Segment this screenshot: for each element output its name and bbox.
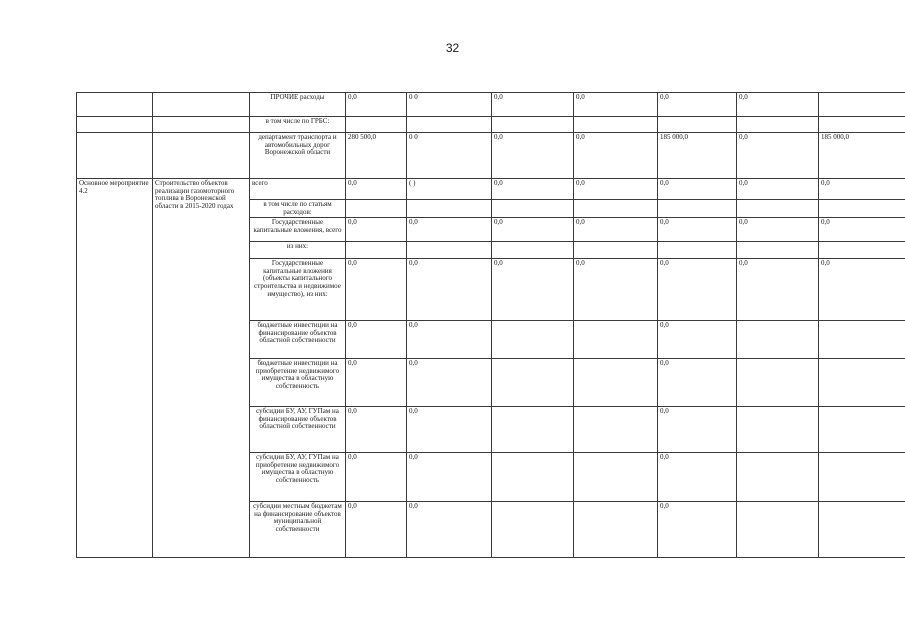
expense-label-cell: Государственные капитальные вложения (объекты капитального строительства и недвижимое имущество), из них: (250, 259, 346, 321)
value-cell: 0,0 (574, 93, 658, 117)
value-cell (574, 321, 658, 359)
value-cell: 0,0 (658, 259, 737, 321)
value-cell: 0,0 (407, 321, 492, 359)
value-cell (492, 407, 574, 453)
value-cell: 0,0 (737, 179, 819, 200)
value-cell: 0,0 (346, 179, 407, 200)
page-number: 32 (445, 41, 460, 55)
value-cell (819, 321, 905, 359)
value-cell: 0,0 (658, 453, 737, 502)
value-cell: 0,0 (819, 179, 905, 200)
value-cell: 280 500,0 (346, 133, 407, 179)
value-cell (819, 407, 905, 453)
value-cell (492, 200, 574, 218)
value-cell (658, 117, 737, 133)
program-cell (77, 93, 153, 117)
value-cell (407, 117, 492, 133)
value-cell (737, 407, 819, 453)
value-cell (819, 453, 905, 502)
value-cell: 0 0 (407, 133, 492, 179)
value-cell: 0,0 (737, 218, 819, 242)
value-cell: 0,0 (492, 179, 574, 200)
value-cell: 0,0 (407, 407, 492, 453)
value-cell (492, 502, 574, 558)
value-cell: 0,0 (346, 259, 407, 321)
value-cell: 0,0 (574, 179, 658, 200)
value-cell (346, 242, 407, 259)
expense-label-cell: в том числе по ГРБС: (250, 117, 346, 133)
value-cell: 0,0 (346, 218, 407, 242)
value-cell (819, 117, 905, 133)
value-cell (574, 407, 658, 453)
value-cell (574, 117, 658, 133)
value-cell (574, 502, 658, 558)
value-cell: 0,0 (658, 93, 737, 117)
value-cell: 0,0 (658, 359, 737, 407)
budget-table (76, 92, 905, 558)
table-row (77, 117, 905, 133)
value-cell (819, 502, 905, 558)
value-cell: 0,0 (658, 502, 737, 558)
value-cell (346, 200, 407, 218)
value-cell (658, 242, 737, 259)
value-cell (819, 93, 905, 117)
value-cell (737, 453, 819, 502)
expense-label-cell: субсидии местным бюджетам на финансирование объектов муниципальной собственности (250, 502, 346, 558)
table-row (77, 93, 905, 117)
value-cell: 185 000,0 (819, 133, 905, 179)
value-cell: 0,0 (819, 218, 905, 242)
value-cell (407, 200, 492, 218)
value-cell (574, 453, 658, 502)
program-cell (77, 133, 153, 179)
value-cell: ( ) (407, 179, 492, 200)
value-cell: 0,0 (658, 321, 737, 359)
value-cell (492, 117, 574, 133)
value-cell: 0,0 (346, 502, 407, 558)
value-cell: 0,0 (346, 407, 407, 453)
value-cell (819, 359, 905, 407)
value-cell (737, 359, 819, 407)
budget-table-body (77, 93, 905, 558)
value-cell: 0,0 (658, 179, 737, 200)
value-cell (492, 453, 574, 502)
expense-label-cell: из них: (250, 242, 346, 259)
value-cell: 0,0 (492, 93, 574, 117)
expense-label-cell: ПРОЧИЕ расходы (250, 93, 346, 117)
value-cell: 0,0 (492, 133, 574, 179)
value-cell (737, 200, 819, 218)
program-cell (77, 117, 153, 133)
value-cell (574, 359, 658, 407)
value-cell (819, 200, 905, 218)
expense-label-cell: в том числе по статьям расходов: (250, 200, 346, 218)
value-cell: 0,0 (737, 259, 819, 321)
program-name-cell (153, 117, 250, 133)
value-cell (658, 200, 737, 218)
table-row (77, 179, 905, 200)
value-cell: 0,0 (407, 502, 492, 558)
program-name-cell (153, 133, 250, 179)
value-cell: 0,0 (492, 259, 574, 321)
value-cell (492, 359, 574, 407)
value-cell (574, 242, 658, 259)
value-cell (819, 242, 905, 259)
value-cell (346, 117, 407, 133)
expense-label-cell: бюджетные инвестиции на приобретение недвижимого имущества в областную собственность (250, 359, 346, 407)
value-cell: 0,0 (407, 218, 492, 242)
program-name-cell (153, 93, 250, 117)
expense-label-cell: Государственные капитальные вложения, всего (250, 218, 346, 242)
expense-label-cell: субсидии БУ, АУ, ГУПам на приобретение недвижимого имущества в областную собственность (250, 453, 346, 502)
value-cell (737, 502, 819, 558)
value-cell: 0,0 (346, 359, 407, 407)
value-cell: 0,0 (574, 133, 658, 179)
value-cell (737, 242, 819, 259)
value-cell: 0,0 (737, 133, 819, 179)
value-cell: 0,0 (407, 259, 492, 321)
value-cell (492, 321, 574, 359)
value-cell: 0,0 (574, 259, 658, 321)
activity-name-cell: Строительство объектов реализации газомоторного топлива в Воронежской области в 2015-2020 годах (153, 179, 250, 558)
value-cell: 0,0 (346, 93, 407, 117)
value-cell: 0,0 (658, 218, 737, 242)
value-cell (407, 242, 492, 259)
value-cell: 0,0 (819, 259, 905, 321)
value-cell: 0 0 (407, 93, 492, 117)
value-cell: 0,0 (407, 359, 492, 407)
expense-label-cell: департамент транспорта и автомобильных дорог Воронежской области (250, 133, 346, 179)
value-cell (737, 117, 819, 133)
expense-label-cell: всего (250, 179, 346, 200)
activity-cell: Основное мероприятие 4.2 (77, 179, 153, 558)
value-cell (574, 200, 658, 218)
expense-label-cell: субсидии БУ, АУ, ГУПам на финансирование объектов областной собственности (250, 407, 346, 453)
value-cell: 185 000,0 (658, 133, 737, 179)
value-cell: 0,0 (574, 218, 658, 242)
value-cell (492, 242, 574, 259)
value-cell: 0,0 (737, 93, 819, 117)
table-row (77, 133, 905, 179)
value-cell: 0,0 (407, 453, 492, 502)
value-cell: 0,0 (346, 453, 407, 502)
expense-label-cell: бюджетные инвестиции на финансирование объектов областной собственности (250, 321, 346, 359)
value-cell: 0,0 (492, 218, 574, 242)
value-cell: 0,0 (346, 321, 407, 359)
value-cell (737, 321, 819, 359)
value-cell: 0,0 (658, 407, 737, 453)
